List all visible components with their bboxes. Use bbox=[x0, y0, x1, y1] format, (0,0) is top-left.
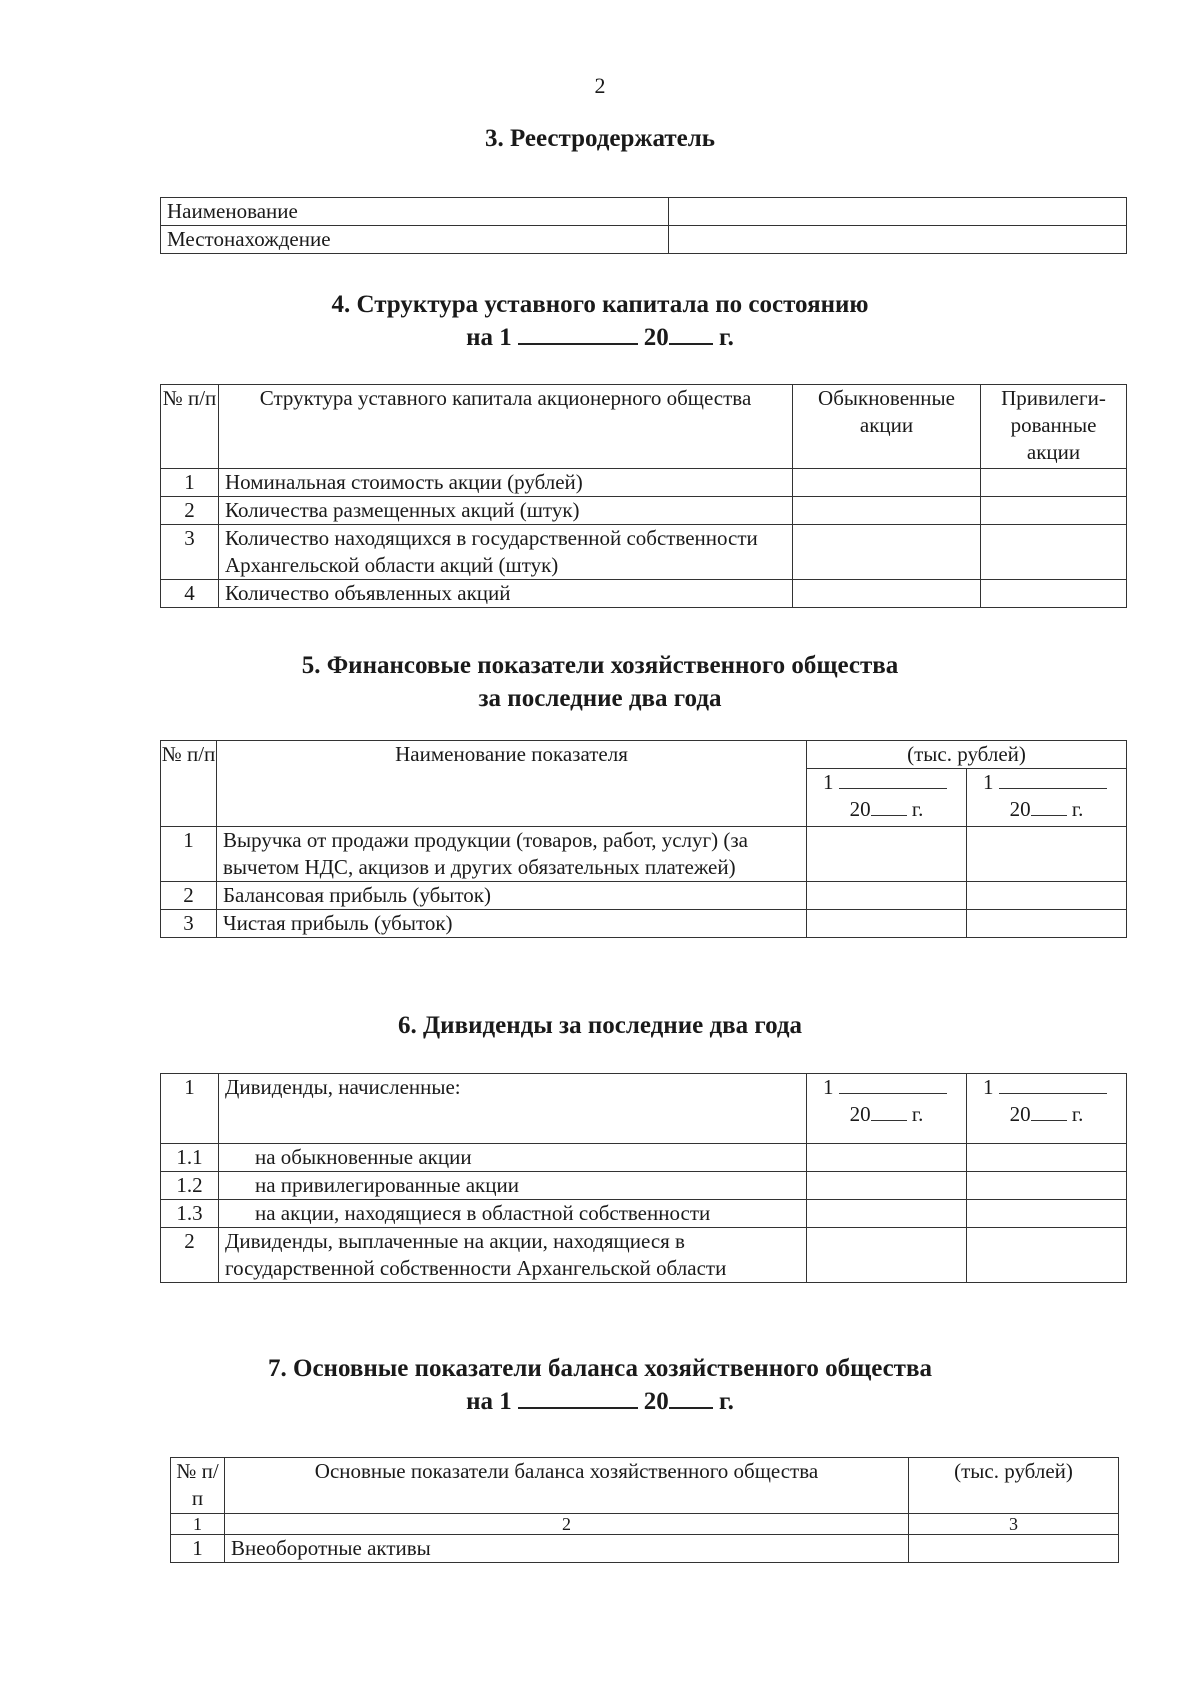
year-blank-line bbox=[669, 321, 713, 345]
row-label: Балансовая прибыль (убыток) bbox=[217, 882, 807, 910]
table-row bbox=[161, 1200, 1127, 1228]
dividends-table bbox=[160, 1073, 1127, 1283]
year-blank-line bbox=[669, 1385, 713, 1409]
date-blank-line bbox=[839, 1075, 947, 1094]
date-suffix: г. bbox=[1071, 1102, 1084, 1126]
date-blank-line bbox=[518, 321, 638, 345]
row-number: 4 bbox=[161, 580, 219, 608]
date-blank-line bbox=[999, 1075, 1107, 1094]
row-number: 1.1 bbox=[161, 1144, 219, 1172]
table-header-row bbox=[161, 741, 1127, 769]
date-suffix: г. bbox=[911, 797, 924, 821]
value-cell bbox=[909, 1535, 1119, 1563]
date-year: 20 bbox=[849, 1102, 871, 1126]
section-5-subtitle: за последние два года bbox=[478, 685, 722, 712]
table-header-row bbox=[161, 385, 1127, 469]
table-row bbox=[161, 1228, 1127, 1283]
row-label: Чистая прибыль (убыток) bbox=[217, 910, 807, 938]
row-number: 1.2 bbox=[161, 1172, 219, 1200]
row-label: Выручка от продажи продукции (товаров, работ, услуг) (за вычетом НДС, акцизов и других обязательных платежей) bbox=[217, 827, 807, 882]
row-label: Внеоборотные активы bbox=[225, 1535, 909, 1563]
year-2-header bbox=[967, 1074, 1127, 1144]
registrar-name-label: Наименование bbox=[161, 198, 669, 226]
year-blank-line bbox=[871, 797, 907, 816]
preferred-cell bbox=[981, 497, 1127, 525]
col-structure-header: Структура уставного капитала акционерного общества bbox=[219, 385, 793, 469]
date-suffix: г. bbox=[911, 1102, 924, 1126]
page-number: 2 bbox=[594, 73, 606, 98]
row-number: 1 bbox=[161, 469, 219, 497]
table-row bbox=[161, 910, 1127, 938]
index-cell: 1 bbox=[171, 1514, 225, 1535]
row-number: 1 bbox=[171, 1535, 225, 1563]
section-6-title: 6. Дивиденды за последние два года bbox=[397, 1012, 803, 1039]
index-row bbox=[171, 1514, 1119, 1535]
table-row bbox=[161, 1074, 1127, 1144]
row-number: 2 bbox=[161, 1228, 219, 1283]
table-row bbox=[161, 882, 1127, 910]
table-row bbox=[161, 525, 1127, 580]
table-row bbox=[161, 827, 1127, 882]
registrar-location-label: Местонахождение bbox=[161, 226, 669, 254]
col-preferred-header: Привилеги-рованные акции bbox=[981, 385, 1127, 469]
preferred-cell bbox=[981, 469, 1127, 497]
row-number: 1 bbox=[161, 1074, 219, 1144]
date-year: 20 bbox=[643, 324, 669, 351]
col-units-header: (тыс. рублей) bbox=[909, 1458, 1119, 1514]
year-2-cell bbox=[967, 910, 1127, 938]
table-row bbox=[161, 198, 1127, 226]
row-label: Дивиденды, выплаченные на акции, находящиеся в государственной собственности Архангельской области bbox=[219, 1228, 807, 1283]
registrar-table bbox=[160, 197, 1127, 254]
date-day: 1 bbox=[983, 770, 994, 794]
section-4-title: 4. Структура уставного капитала по состоянию bbox=[331, 291, 869, 318]
date-day: 1 bbox=[823, 770, 834, 794]
table-header-row bbox=[171, 1458, 1119, 1514]
date-prefix: на 1 bbox=[466, 324, 512, 351]
capital-structure-table bbox=[160, 384, 1127, 608]
row-label: на обыкновенные акции bbox=[219, 1144, 807, 1172]
date-day: 1 bbox=[983, 1075, 994, 1099]
year-1-cell bbox=[807, 1172, 967, 1200]
section-3-title: 3. Реестродержатель bbox=[484, 125, 716, 152]
row-number: 2 bbox=[161, 882, 217, 910]
date-suffix: г. bbox=[1071, 797, 1084, 821]
year-1-cell bbox=[807, 1144, 967, 1172]
year-2-cell bbox=[967, 1200, 1127, 1228]
row-label: Количество объявленных акций bbox=[219, 580, 793, 608]
preferred-cell bbox=[981, 580, 1127, 608]
row-number: 1.3 bbox=[161, 1200, 219, 1228]
ordinary-cell bbox=[793, 469, 981, 497]
row-number: 2 bbox=[161, 497, 219, 525]
balance-table bbox=[170, 1457, 1119, 1563]
section-4-date bbox=[0, 321, 1200, 354]
year-1-cell bbox=[807, 1200, 967, 1228]
year-2-cell bbox=[967, 1228, 1127, 1283]
year-2-header bbox=[967, 769, 1127, 827]
index-cell: 2 bbox=[225, 1514, 909, 1535]
year-1-cell bbox=[807, 1228, 967, 1283]
row-number: 1 bbox=[161, 827, 217, 882]
year-blank-line bbox=[871, 1102, 907, 1121]
col-name-header: Основные показатели баланса хозяйственного общества bbox=[225, 1458, 909, 1514]
ordinary-cell bbox=[793, 525, 981, 580]
registrar-location-value bbox=[669, 226, 1127, 254]
section-5-title: 5. Финансовые показатели хозяйственного общества bbox=[301, 652, 899, 679]
year-1-cell bbox=[807, 827, 967, 882]
year-1-header bbox=[807, 1074, 967, 1144]
preferred-cell bbox=[981, 525, 1127, 580]
year-1-cell bbox=[807, 882, 967, 910]
year-2-cell bbox=[967, 827, 1127, 882]
table-row bbox=[161, 469, 1127, 497]
table-row bbox=[161, 580, 1127, 608]
ordinary-cell bbox=[793, 580, 981, 608]
col-number-header: № п/п bbox=[171, 1458, 225, 1514]
row-label: Дивиденды, начисленные: bbox=[219, 1074, 807, 1144]
row-label: на акции, находящиеся в областной собственности bbox=[219, 1200, 807, 1228]
table-row bbox=[161, 226, 1127, 254]
date-blank-line bbox=[839, 770, 947, 789]
date-blank-line bbox=[518, 1385, 638, 1409]
date-year: 20 bbox=[1009, 797, 1031, 821]
row-label: на привилегированные акции bbox=[219, 1172, 807, 1200]
date-year: 20 bbox=[1009, 1102, 1031, 1126]
date-suffix: г. bbox=[719, 1388, 734, 1415]
section-7-date bbox=[0, 1385, 1200, 1418]
date-blank-line bbox=[999, 770, 1107, 789]
row-label: Номинальная стоимость акции (рублей) bbox=[219, 469, 793, 497]
row-number: 3 bbox=[161, 910, 217, 938]
date-suffix: г. bbox=[719, 324, 734, 351]
row-label: Количество находящихся в государственной собственности Архангельской области акций (штук) bbox=[219, 525, 793, 580]
col-number-header: № п/п bbox=[161, 385, 219, 469]
year-blank-line bbox=[1031, 1102, 1067, 1121]
registrar-name-value bbox=[669, 198, 1127, 226]
date-prefix: на 1 bbox=[466, 1388, 512, 1415]
row-label: Количества размещенных акций (штук) bbox=[219, 497, 793, 525]
ordinary-cell bbox=[793, 497, 981, 525]
table-row bbox=[161, 1144, 1127, 1172]
table-row bbox=[161, 497, 1127, 525]
col-ordinary-header: Обыкновенные акции bbox=[793, 385, 981, 469]
year-2-cell bbox=[967, 1144, 1127, 1172]
year-2-cell bbox=[967, 882, 1127, 910]
year-1-cell bbox=[807, 910, 967, 938]
date-year: 20 bbox=[849, 797, 871, 821]
table-row bbox=[171, 1535, 1119, 1563]
row-number: 3 bbox=[161, 525, 219, 580]
col-units-header: (тыс. рублей) bbox=[807, 741, 1127, 769]
year-blank-line bbox=[1031, 797, 1067, 816]
year-1-header bbox=[807, 769, 967, 827]
financial-table bbox=[160, 740, 1127, 938]
col-name-header: Наименование показателя bbox=[217, 741, 807, 827]
table-row bbox=[161, 1172, 1127, 1200]
col-number-header: № п/п bbox=[161, 741, 217, 827]
section-7-title: 7. Основные показатели баланса хозяйственного общества bbox=[268, 1355, 932, 1382]
date-day: 1 bbox=[823, 1075, 834, 1099]
index-cell: 3 bbox=[909, 1514, 1119, 1535]
date-year: 20 bbox=[643, 1388, 669, 1415]
year-2-cell bbox=[967, 1172, 1127, 1200]
